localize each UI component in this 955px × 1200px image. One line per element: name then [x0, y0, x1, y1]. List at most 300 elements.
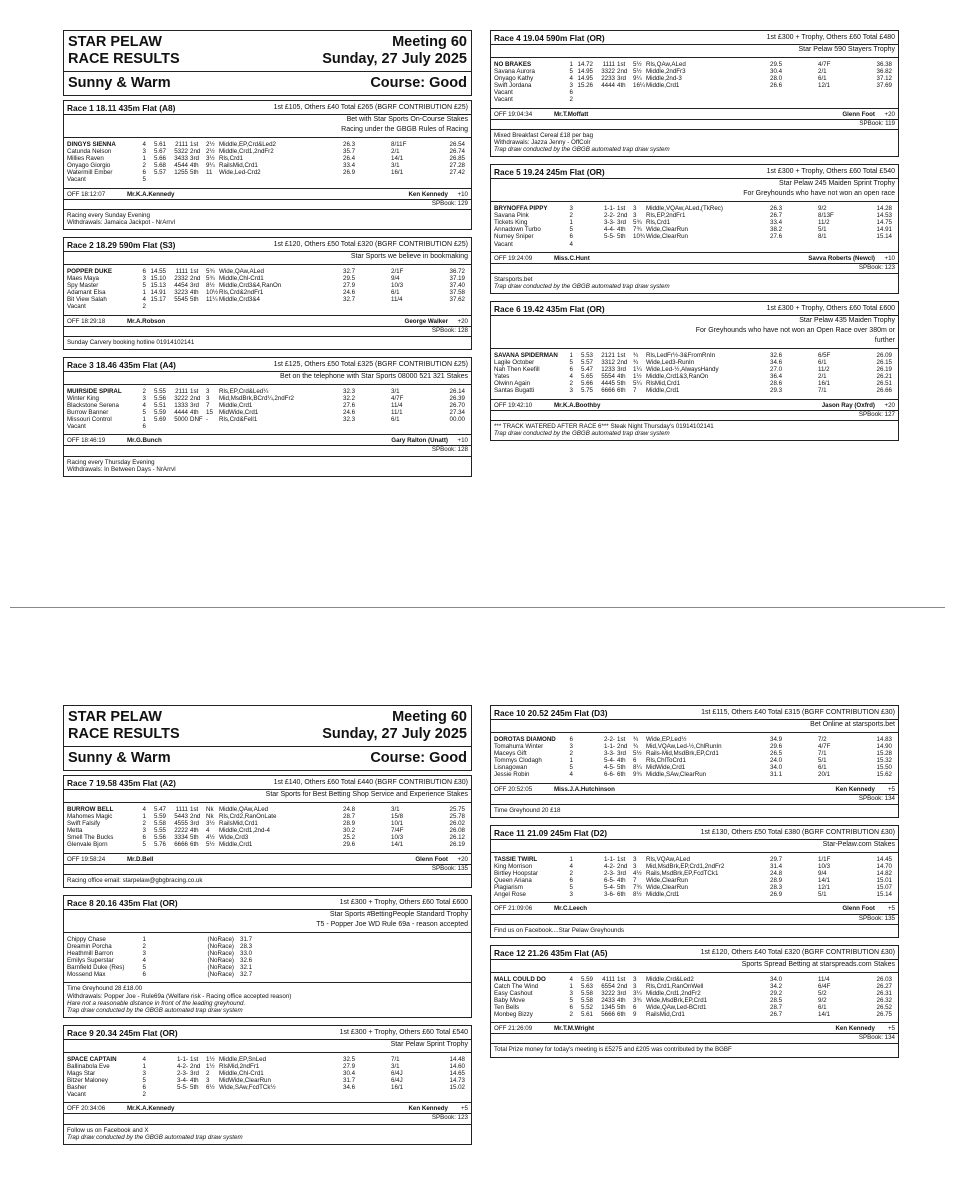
runner-row	[494, 61, 895, 68]
race-off-line	[64, 316, 471, 327]
runner-trap: 1	[569, 61, 573, 68]
going-allowance: +20	[884, 401, 895, 409]
runner-starting-price: 11/2	[818, 219, 830, 227]
runner-comment: Wide,ClearRun	[646, 226, 688, 234]
sponsor-line: Racing under the GBGB Rules of Racing	[341, 126, 468, 133]
runner-trap: 5	[569, 226, 573, 234]
note-line: Mixed Breakfast Cereal £18 per bag	[494, 131, 594, 139]
race-title: Race 4 19.04 590m Flat (OR)	[494, 33, 605, 43]
runner-trap: 2	[142, 820, 146, 828]
runner-bend-positions: 6666	[601, 387, 615, 395]
runner-weight: 28.3	[770, 884, 783, 892]
runner-trap: 6	[142, 834, 146, 842]
note-line: Racing every Sunday Evening	[67, 211, 150, 219]
sponsor-line: Star Sports for Best Betting Shop Service and Experience Stakes	[265, 791, 468, 798]
runner-sectional-time: 5.57	[153, 169, 166, 177]
race-prize: 1st £300 + Trophy, Others £60 Total £600	[339, 898, 468, 906]
race-header	[491, 165, 898, 179]
runner-comment: Middle,QAw,ALed	[219, 806, 269, 813]
runner-calc-time: 26.02	[449, 820, 465, 828]
meeting-number: Meeting 60	[392, 34, 467, 50]
runner-calc-time: 15.14	[876, 233, 892, 241]
runner-comment: Wide,Crd3	[219, 834, 249, 842]
runner-finish-position: 3rd	[617, 989, 626, 997]
runner-trap: 1	[142, 813, 146, 821]
runner-calc-time: 15.01	[876, 877, 892, 885]
runner-bend-positions: 2433	[601, 996, 615, 1004]
runner-name: NO BRAKES	[494, 61, 532, 68]
runner-weight: 33.4	[343, 162, 356, 170]
runner-name: Tommys Clodagh	[494, 757, 542, 765]
note-line: Trap draw conducted by the GBGB automated trap draw system	[494, 429, 670, 437]
race-off-line	[64, 1103, 471, 1114]
runner-row	[494, 205, 895, 212]
runner-name: SAVANA SPIDERMAN	[494, 351, 558, 359]
grader: Ken Kennedy	[835, 1025, 875, 1033]
runner-comment: Mid,MsdBrk,EP,Crd1,2ndFr2	[646, 862, 725, 870]
race-header	[491, 31, 898, 45]
runner-starting-price: 3/1	[391, 162, 400, 170]
runner-bend-positions: 3-4-	[176, 1077, 188, 1085]
runner-starting-price: 12/1	[818, 82, 831, 90]
runner-sectional-time	[146, 303, 168, 310]
runner-row	[67, 289, 468, 296]
race-sponsor	[64, 115, 471, 138]
runner-weight: 32.6	[240, 957, 253, 965]
runner-name: Metta	[67, 827, 83, 835]
runner-row	[67, 1084, 468, 1091]
runner-calc-time: 14.91	[876, 226, 892, 234]
race-sponsor	[491, 840, 898, 853]
race-notes	[491, 1044, 898, 1056]
racing-manager: Miss.J.A.Hutchinson	[554, 785, 615, 793]
going-allowance: +5	[887, 905, 895, 913]
note-line: Racing every Thursday Evening	[67, 458, 155, 466]
runner-trap: 4	[142, 296, 146, 304]
note-line: Trap draw conducted by the GBGB automated trap draw system	[67, 1006, 243, 1014]
runner-calc-time: 14.60	[449, 1062, 465, 1070]
runner-row	[494, 976, 895, 983]
runner-calc-time	[435, 1091, 465, 1098]
runner-name: Catch The Wind	[494, 982, 539, 990]
runner-comment: Middle,Crd1,2ndFr2	[646, 989, 701, 997]
runner-name: Queen Ariana	[494, 877, 532, 885]
runner-sectional-time: 14.95	[577, 68, 593, 76]
race-notes	[64, 337, 471, 349]
runner-finish-position: 4th	[190, 1077, 199, 1085]
runner-weight: 24.8	[343, 806, 356, 813]
race-sponsor	[491, 720, 898, 733]
runner-weight: 32.7	[343, 267, 356, 275]
runner-name: Missouri Control	[67, 416, 112, 424]
runner-row	[67, 388, 468, 395]
runner-starting-price: 11/4	[391, 296, 403, 304]
sponsor-line: further	[874, 336, 895, 344]
runner-calc-time: 26.31	[876, 989, 892, 997]
runner-weight: 24.0	[770, 757, 783, 765]
runner-bend-positions	[168, 176, 190, 183]
conditions-bar	[63, 72, 472, 96]
runner-sectional-time	[146, 950, 168, 957]
runner-starting-price	[814, 89, 862, 96]
race-notes	[64, 1125, 471, 1144]
off-time: OFF 19:04:34	[494, 110, 533, 118]
runner-bend-positions: 3312	[601, 359, 615, 367]
runner-sectional-time: 15.10	[150, 275, 166, 283]
runner-comment: Middle,Crd3&4,RanOn	[219, 282, 282, 290]
runner-calc-time: 26.19	[876, 366, 892, 374]
runner-sectional-time	[146, 176, 168, 183]
meeting-date: Sunday, 27 July 2025	[322, 51, 467, 67]
runner-trap: 3	[142, 1069, 146, 1077]
runner-distance	[206, 303, 219, 310]
runner-comment: Middle,Crd1	[219, 401, 253, 409]
sponsor-line: T5 - Popper Joe WD Rule 69a - reason accepted	[316, 920, 468, 928]
runner-bend-positions: 3-3-	[603, 750, 615, 758]
grader: George Walker	[404, 317, 448, 325]
runner-bend-positions: 4454	[174, 282, 188, 290]
runner-starting-price: 3/1	[391, 1062, 400, 1070]
runner-comment: Mid,VQAw,Led-½,ChlRunIn	[646, 743, 722, 751]
runner-sectional-time	[146, 1077, 168, 1084]
runner-trap: 2	[569, 96, 573, 104]
runner-starting-price: 10/3	[391, 834, 404, 842]
runner-name: Savana Aurora	[494, 68, 535, 76]
runner-bend-positions: 4-5-	[603, 764, 615, 772]
runner-starting-price: 8/11F	[391, 141, 407, 148]
racing-manager: Mr.T.M.Wright	[554, 1025, 595, 1033]
runner-calc-time: 26.66	[876, 387, 892, 395]
runner-name: Nurney Sniper	[494, 233, 534, 241]
runner-name: Yates	[494, 373, 510, 381]
runner-trap: 4	[569, 771, 573, 779]
note-line: Hare not a reasonable distance in front of the leading greyhound.	[67, 999, 246, 1007]
runner-bend-positions: 4111	[602, 975, 615, 983]
runner-weight: 28.9	[343, 820, 356, 828]
note-line: Racing office email: starpelaw@gbgbracing.co.uk	[67, 876, 203, 884]
runner-row	[67, 806, 468, 813]
runner-calc-time: 15.28	[876, 750, 892, 758]
runner-sectional-time	[573, 205, 595, 212]
runner-bend-positions	[595, 241, 617, 248]
runner-name: BURROW BELL	[67, 806, 114, 813]
left-column	[63, 30, 472, 484]
runner-row	[494, 89, 895, 96]
runner-sectional-time: 5.58	[580, 989, 593, 997]
runner-distance: 8½	[206, 282, 215, 290]
runner-comment: Wide,ClearRun	[646, 877, 688, 885]
runner-bend-positions: 5443	[174, 813, 188, 821]
runner-row	[67, 841, 468, 848]
sp-book: SPBook: 123	[64, 1114, 471, 1124]
runner-comment: Middle,SAw,ClearRun	[646, 771, 707, 779]
runner-name: MALL COULD DO	[494, 975, 546, 983]
runner-weight: 26.3	[770, 205, 783, 213]
runner-sectional-time	[146, 936, 168, 943]
runner-starting-price: 14/1	[818, 877, 831, 885]
race-notes	[64, 457, 471, 476]
runner-name: Lisnagowan	[494, 764, 528, 772]
runner-bend-positions: 3-6-	[603, 891, 615, 899]
runner-finish-position	[617, 89, 633, 96]
runner-distance: 3½	[206, 155, 215, 163]
runner-trap: 1	[142, 1062, 146, 1070]
sp-book: SPBook: 123	[491, 264, 898, 274]
runner-finish-position: 3rd	[190, 820, 199, 828]
runner-list	[491, 973, 898, 1024]
runner-trap: 6	[569, 736, 573, 743]
race-sponsor	[64, 910, 471, 933]
going-allowance: +5	[460, 1105, 468, 1113]
runner-comment: Middle,Crd&Led2	[646, 975, 694, 983]
runner-distance: 5¾	[206, 267, 215, 275]
race-header	[491, 826, 898, 840]
runner-weight: 26.3	[343, 141, 356, 148]
runner-comment: Wide,MsdBrk,EP,Crd1	[646, 996, 708, 1004]
runner-comment: Rls,EP,2ndFr1	[646, 212, 686, 220]
runner-finish-position: 4th	[190, 162, 199, 170]
runner-row	[67, 176, 468, 183]
runner-weight: 33.4	[770, 219, 783, 227]
runner-row	[494, 856, 895, 863]
runner-trap: 1	[569, 219, 573, 227]
runner-distance: 4	[206, 827, 210, 835]
runner-weight: 27.0	[770, 366, 783, 374]
runner-trap: 4	[569, 75, 573, 83]
runner-sectional-time: 5.67	[153, 148, 166, 156]
runner-weight: 29.5	[343, 275, 356, 283]
runner-bend-positions: 1-1-	[603, 743, 615, 751]
runner-trap: 2	[142, 162, 146, 170]
runner-sectional-time: 14.91	[150, 289, 166, 297]
runner-bend-positions: 2111	[175, 387, 188, 395]
runner-starting-price	[387, 176, 435, 183]
runner-starting-price: 2/1F	[391, 267, 404, 275]
race-notes	[64, 875, 471, 887]
note-line: Total Prize money for today's meeting is £5275 and £205 was contributed by the BGBF	[494, 1046, 732, 1054]
runner-calc-time: 15.14	[876, 891, 892, 899]
runner-trap: 1	[142, 155, 146, 163]
sp-book: SPBook: 128	[64, 327, 471, 337]
race-title: Race 2 18.29 590m Flat (S3)	[67, 239, 176, 250]
race-title: Race 9 20.34 245m Flat (OR)	[67, 1027, 178, 1038]
runner-finish-position: 2nd	[190, 148, 201, 156]
runner-row	[494, 373, 895, 380]
runner-starting-price: 15/8	[391, 813, 404, 821]
runner-row	[67, 964, 468, 971]
runner-name: POPPER DUKE	[67, 267, 113, 275]
runner-sectional-time: 14.95	[577, 75, 593, 83]
note-line: Find us on Facebook....Star Pelaw Greyhounds	[494, 926, 625, 934]
runner-finish-position: 6th	[617, 387, 626, 395]
runner-calc-time	[435, 176, 465, 183]
runner-sectional-time: 5.55	[153, 387, 166, 395]
race-sponsor	[491, 316, 898, 349]
note-line: *** TRACK WATERED AFTER RACE 6*** Steak Night Thursday's 01914102141	[494, 422, 714, 430]
runner-name: Angel Rose	[494, 891, 526, 899]
race-card	[63, 237, 472, 350]
racing-manager: Mr.K.A.Boothby	[554, 401, 601, 409]
runner-name: Olwinn Again	[494, 380, 531, 388]
runner-bend-positions: (NoRace)	[207, 942, 234, 950]
runner-sectional-time: 5.66	[580, 380, 593, 388]
runner-calc-time: 14.75	[876, 219, 892, 227]
sponsor-line: Bet with Star Sports On-Course Stakes	[346, 116, 468, 123]
runner-weight: 34.6	[770, 359, 783, 367]
runner-finish-position	[190, 423, 206, 430]
runner-bend-positions: 1233	[601, 366, 615, 374]
runner-calc-time: 14.73	[449, 1077, 465, 1085]
runner-calc-time: 15.32	[876, 757, 892, 765]
runner-distance: 1½	[633, 373, 642, 381]
runner-row	[494, 771, 895, 778]
runner-weight: 32.2	[343, 394, 356, 402]
runner-distance: 2½	[206, 141, 215, 148]
runner-weight	[339, 303, 387, 310]
runner-distance: 5¼	[633, 380, 642, 388]
runner-comment: Middle,2ndFr3	[646, 68, 686, 76]
off-time: OFF 18:12:07	[67, 190, 106, 198]
runner-trap: 1	[569, 757, 573, 765]
title-line-2: RACE RESULTS	[68, 51, 180, 67]
runner-name: King Morrison	[494, 862, 533, 870]
runner-weight: 26.6	[770, 82, 783, 90]
going-allowance: +20	[457, 317, 468, 325]
runner-name: Tickets King	[494, 219, 528, 227]
going-allowance: +10	[457, 190, 468, 198]
runner-distance: 3	[633, 982, 637, 990]
runner-finish-position: 4th	[617, 226, 626, 234]
runner-trap: 5	[142, 964, 146, 972]
runner-comment: Middle,Chl-Crd1	[219, 275, 264, 283]
runner-row	[67, 813, 468, 820]
runner-finish-position: 2nd	[617, 982, 628, 990]
runner-starting-price: 5/1	[818, 757, 827, 765]
runner-row	[67, 957, 468, 964]
sponsor-line: Bet Online at starsports.bet	[810, 721, 895, 728]
runner-list	[64, 138, 471, 189]
runner-finish-position: 4th	[190, 409, 199, 417]
runner-distance: 9¾	[633, 771, 642, 779]
runner-name: Lagile October	[494, 359, 535, 367]
runner-row	[494, 983, 895, 990]
runner-sectional-time: 5.47	[153, 806, 166, 813]
runner-comment: RailsMid,Crd1	[219, 162, 258, 170]
runner-finish-position: 3rd	[617, 870, 626, 878]
runner-trap: 5	[569, 884, 573, 892]
runner-name: Bit View Salah	[67, 296, 107, 304]
runner-weight: 32.5	[343, 1055, 356, 1063]
race-sponsor	[64, 372, 471, 385]
sponsor-line: Star Pelaw Sprint Trophy	[390, 1040, 468, 1048]
runner-finish-position: 6th	[617, 771, 626, 779]
runner-comment: Wide,QAw,Led-BCrd1	[646, 1004, 707, 1012]
runner-bend-positions: (NoRace)	[207, 957, 234, 965]
runner-weight: 32.7	[343, 296, 356, 304]
runner-distance: 10½	[206, 289, 219, 297]
runner-row	[494, 75, 895, 82]
runner-comment: Rls,LedFr½-3&FromRnIn	[646, 351, 716, 359]
race-card	[63, 895, 472, 1018]
runner-comment: Rls,QAw,ALed	[646, 61, 686, 68]
runner-bend-positions: 2332	[174, 275, 188, 283]
runner-sectional-time	[573, 226, 595, 233]
runner-trap: 4	[142, 806, 146, 813]
runner-weight	[339, 1091, 387, 1098]
runner-name: Swift Jordana	[494, 82, 532, 90]
runner-starting-price	[387, 1091, 435, 1098]
runner-name: Maes Maya	[67, 275, 99, 283]
race-header	[64, 101, 471, 115]
runner-weight: 31.1	[770, 771, 783, 779]
runner-row	[67, 275, 468, 282]
race-prize: 1st £120, Others £50 Total £320 (BGRF CONTRIBUTION £25)	[273, 240, 468, 248]
race-title: Race 8 20.16 435m Flat (OR)	[67, 897, 178, 908]
racing-manager: Mr.T.Moffatt	[554, 110, 589, 118]
runner-trap: 6	[569, 1004, 573, 1012]
runner-distance: 10¾	[633, 233, 646, 241]
runner-name: Catunda Nelson	[67, 148, 112, 156]
runner-weight	[339, 176, 387, 183]
runner-distance: 3	[633, 855, 637, 863]
runner-row	[494, 226, 895, 233]
runner-distance: 2	[206, 1069, 210, 1077]
runner-weight	[339, 423, 387, 430]
runner-name: Vacant	[67, 176, 86, 184]
runner-comment: Wide,EP,Led½	[646, 736, 687, 743]
runner-bend-positions	[168, 423, 190, 430]
runner-trap: 6	[142, 267, 146, 275]
note-line: Trap draw conducted by the GBGB automated trap draw system	[67, 1133, 243, 1141]
runner-weight: 30.2	[343, 827, 356, 835]
runner-bend-positions: 4444	[601, 82, 615, 90]
sponsor-line: For Greyhounds who have not won an open race	[743, 190, 895, 198]
runner-comment: Wide,ClearRun	[646, 233, 688, 241]
runner-comment: MidWide,Crd1	[219, 409, 259, 417]
runner-name: Onyago Giorgio	[67, 162, 111, 170]
runner-finish-position: 5th	[617, 1004, 626, 1012]
runner-sectional-time: 5.58	[153, 820, 166, 828]
runner-bend-positions: 5322	[174, 148, 188, 156]
runner-finish-position	[617, 96, 633, 103]
runner-name: Emilys Superstar	[67, 957, 114, 965]
race-prize: 1st £300 + Trophy, Others £60 Total £600	[766, 304, 895, 312]
runner-distance: 3¼	[633, 989, 642, 997]
sp-book: SPBook: 119	[491, 120, 898, 130]
note-line: Follow us on Facebook and X	[67, 1126, 149, 1134]
runner-bend-positions: 2222	[174, 827, 188, 835]
runner-finish-position: 4th	[617, 757, 626, 765]
racing-manager: Mr.A.Robson	[127, 317, 166, 325]
off-time: OFF 21:09:06	[494, 905, 533, 913]
runner-weight: 26.4	[343, 155, 356, 163]
runner-calc-time: 26.09	[876, 351, 892, 359]
runner-sectional-time: 5.52	[580, 1004, 593, 1012]
runner-comment: Middle,Crd1&3,RanOn	[646, 373, 709, 381]
runner-weight: 31.7	[240, 935, 253, 943]
runner-comment: RailsMid,Crd1	[219, 820, 258, 828]
runner-calc-time: 36.72	[449, 267, 465, 275]
runner-weight: 24.6	[343, 409, 356, 417]
runner-sectional-time: 5.56	[153, 834, 166, 842]
runner-distance: 3	[633, 862, 637, 870]
runner-weight: 27.9	[343, 282, 356, 290]
runner-name: Baby Move	[494, 996, 525, 1004]
runner-finish-position	[617, 241, 633, 248]
runner-starting-price: 6/1	[818, 359, 827, 367]
racing-manager: Miss.C.Hunt	[554, 254, 590, 262]
race-header	[64, 1026, 471, 1040]
